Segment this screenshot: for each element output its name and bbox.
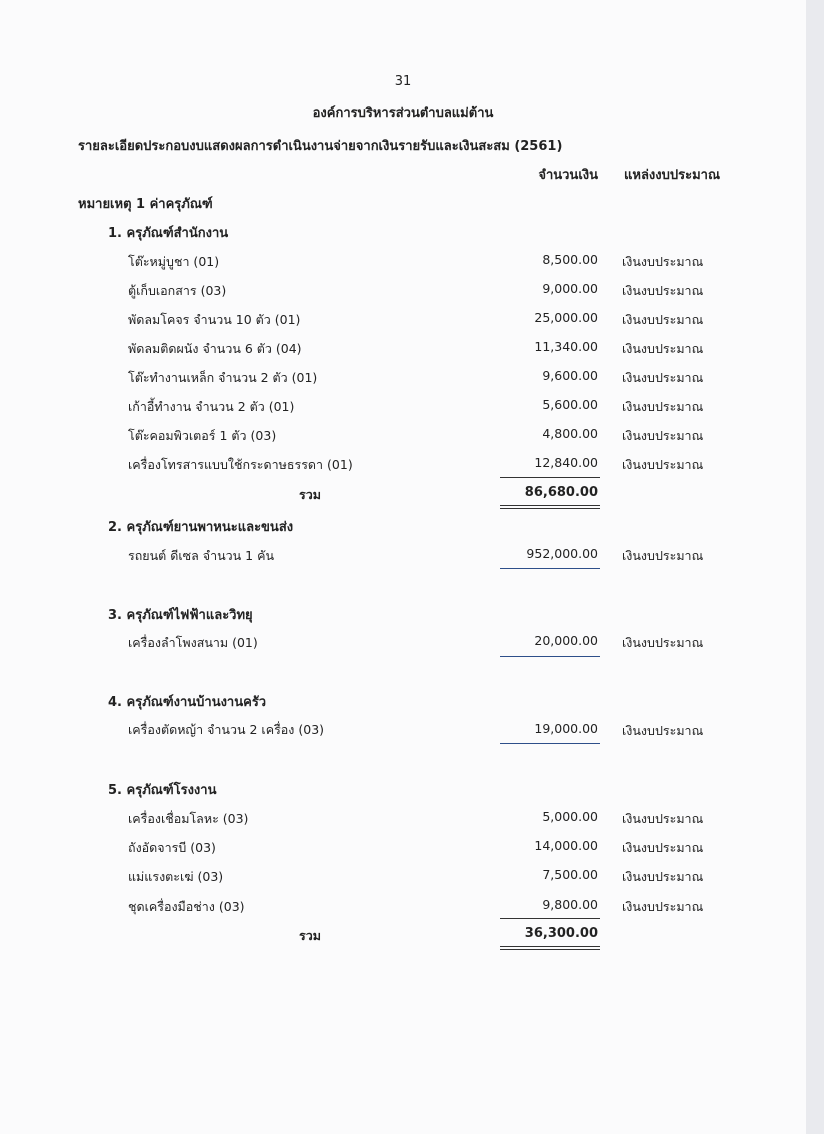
- category-title: 3. ครุภัณฑ์ไฟฟ้าและวิทยุ: [108, 608, 253, 623]
- item-source: เงินงบประมาณ: [622, 370, 704, 385]
- item-source: เงินงบประมาณ: [622, 341, 704, 356]
- total-amount: 86,680.00: [524, 485, 598, 500]
- total-double-rule-top: [500, 946, 600, 947]
- item-name: แม่แรงตะเฆ่ (03): [128, 869, 224, 884]
- item-name: เครื่องลำโพงสนาม (01): [128, 635, 258, 650]
- item-amount: 952,000.00: [526, 546, 598, 561]
- item-source: เงินงบประมาณ: [622, 635, 704, 650]
- subtotal-rule: [500, 918, 600, 919]
- item-source: เงินงบประมาณ: [622, 457, 704, 472]
- item-name: โต๊ะหมู่บูชา (01): [128, 254, 220, 269]
- category-title: 1. ครุภัณฑ์สำนักงาน: [108, 226, 229, 241]
- category-title: 2. ครุภัณฑ์ยานพาหนะและขนส่ง: [108, 520, 294, 535]
- underline-rule: [500, 656, 600, 657]
- item-amount: 25,000.00: [534, 310, 598, 325]
- organization-title: องค์การบริหารส่วนตำบลแม่ต้าน: [312, 106, 494, 121]
- item-name: ชุดเครื่องมือช่าง (03): [128, 899, 245, 914]
- item-name: เครื่องโทรสารแบบใช้กระดาษธรรดา (01): [128, 457, 353, 472]
- item-source: เงินงบประมาณ: [622, 548, 704, 563]
- item-amount: 5,000.00: [542, 809, 598, 824]
- item-name: เครื่องตัดหญ้า จำนวน 2 เครื่อง (03): [128, 722, 325, 737]
- item-amount: 9,800.00: [542, 897, 598, 912]
- total-double-rule-top: [500, 505, 600, 506]
- report-subtitle: รายละเอียดประกอบงบแสดงผลการดำเนินงานจ่ายจากเงินรายรับและเงินสะสม (2561): [78, 139, 563, 154]
- item-name: พัดลมโคจร จำนวน 10 ตัว (01): [128, 312, 301, 327]
- item-amount: 4,800.00: [542, 426, 598, 441]
- category-title: 5. ครุภัณฑ์โรงงาน: [108, 783, 217, 798]
- item-source: เงินงบประมาณ: [622, 869, 704, 884]
- total-double-rule-bottom: [500, 949, 600, 950]
- item-name: ตู้เก็บเอกสาร (03): [128, 283, 227, 298]
- total-label: รวม: [299, 487, 321, 502]
- item-amount: 11,340.00: [534, 339, 598, 354]
- item-amount: 19,000.00: [534, 721, 598, 736]
- item-source: เงินงบประมาณ: [622, 811, 704, 826]
- item-name: ถังอัดจารบี (03): [128, 840, 216, 855]
- item-name: เก้าอี้ทำงาน จำนวน 2 ตัว (01): [128, 399, 295, 414]
- item-source: เงินงบประมาณ: [622, 899, 704, 914]
- item-amount: 14,000.00: [534, 838, 598, 853]
- item-source: เงินงบประมาณ: [622, 428, 704, 443]
- amount-column-header: จำนวนเงิน: [538, 168, 598, 183]
- item-amount: 12,840.00: [534, 455, 598, 470]
- source-column-header: แหล่งงบประมาณ: [624, 168, 721, 183]
- item-name: โต๊ะคอมพิวเตอร์ 1 ตัว (03): [128, 428, 277, 443]
- subtotal-rule: [500, 477, 600, 478]
- total-label: รวม: [299, 928, 321, 943]
- page-number: 31: [394, 74, 412, 89]
- item-amount: 5,600.00: [542, 397, 598, 412]
- item-name: โต๊ะทำงานเหล็ก จำนวน 2 ตัว (01): [128, 370, 318, 385]
- scan-edge: [806, 0, 824, 1134]
- item-source: เงินงบประมาณ: [622, 312, 704, 327]
- total-double-rule-bottom: [500, 508, 600, 509]
- note-heading: หมายเหตุ 1 ค่าครุภัณฑ์: [78, 197, 213, 212]
- item-name: พัดลมติดผนัง จำนวน 6 ตัว (04): [128, 341, 302, 356]
- item-amount: 9,600.00: [542, 368, 598, 383]
- item-amount: 7,500.00: [542, 867, 598, 882]
- item-source: เงินงบประมาณ: [622, 283, 704, 298]
- item-name: รถยนต์ ดีเซล จำนวน 1 คัน: [128, 548, 275, 563]
- item-amount: 9,000.00: [542, 281, 598, 296]
- item-source: เงินงบประมาณ: [622, 840, 704, 855]
- item-source: เงินงบประมาณ: [622, 254, 704, 269]
- underline-rule: [500, 743, 600, 744]
- item-source: เงินงบประมาณ: [622, 723, 704, 738]
- item-source: เงินงบประมาณ: [622, 399, 704, 414]
- item-amount: 8,500.00: [542, 252, 598, 267]
- category-title: 4. ครุภัณฑ์งานบ้านงานครัว: [108, 695, 267, 710]
- total-amount: 36,300.00: [524, 926, 598, 941]
- item-amount: 20,000.00: [534, 633, 598, 648]
- underline-rule: [500, 568, 600, 569]
- item-name: เครื่องเชื่อมโลหะ (03): [128, 811, 249, 826]
